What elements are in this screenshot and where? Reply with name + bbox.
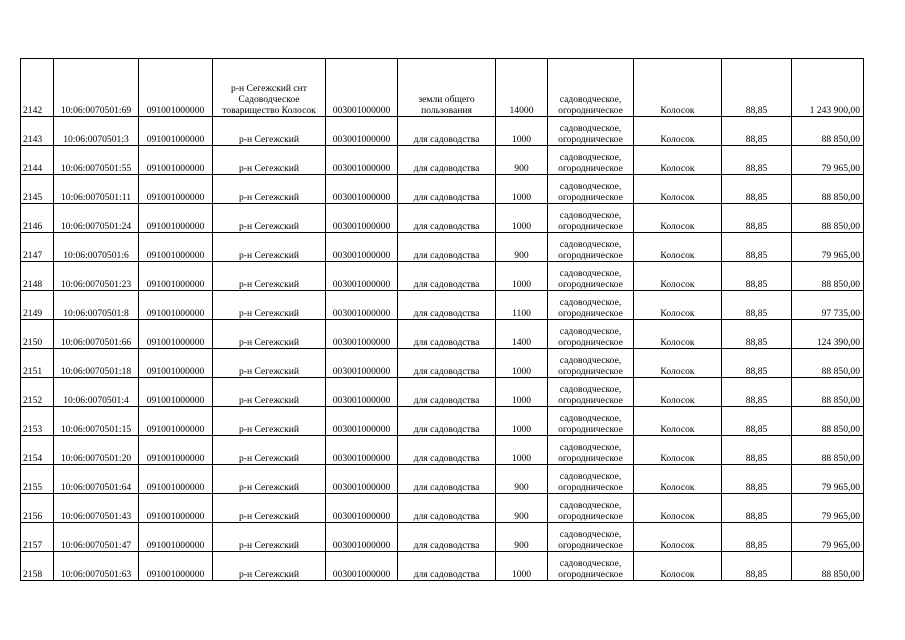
okato-code-cell: 091001000000 (139, 320, 213, 349)
permitted-use-cell: для садоводства (398, 175, 496, 204)
row-number-cell: 2147 (21, 233, 54, 262)
specific-value-cell: 88,85 (722, 349, 792, 378)
cadastral-number-cell: 10:06:0070501:24 (54, 204, 139, 233)
permitted-use-cell: для садоводства (398, 436, 496, 465)
cadastral-number-cell: 10:06:0070501:18 (54, 349, 139, 378)
cadastral-value-cell: 79 965,00 (792, 523, 864, 552)
area-cell: 1000 (496, 552, 548, 581)
permitted-use-cell: для садоводства (398, 407, 496, 436)
partnership-name-cell: Колосок (634, 204, 722, 233)
partnership-name-cell: Колосок (634, 146, 722, 175)
row-number-cell: 2145 (21, 175, 54, 204)
address-cell: р-н Сегежский (213, 465, 326, 494)
table-row (21, 523, 864, 552)
address-cell: р-н Сегежский (213, 523, 326, 552)
table-row (21, 175, 864, 204)
cadastral-value-cell: 88 850,00 (792, 552, 864, 581)
category-code-cell: 003001000000 (326, 465, 398, 494)
address-cell: р-н Сегежский (213, 320, 326, 349)
okato-code-cell: 091001000000 (139, 494, 213, 523)
land-category-cell: садоводческое, огородническое (548, 494, 634, 523)
category-code-cell: 003001000000 (326, 117, 398, 146)
partnership-name-cell: Колосок (634, 494, 722, 523)
address-cell: р-н Сегежский (213, 436, 326, 465)
table-row (21, 204, 864, 233)
cadastral-number-cell: 10:06:0070501:23 (54, 262, 139, 291)
category-code-cell: 003001000000 (326, 146, 398, 175)
land-category-cell: садоводческое, огородническое (548, 407, 634, 436)
area-cell: 900 (496, 523, 548, 552)
address-cell: р-н Сегежский (213, 233, 326, 262)
table-row (21, 407, 864, 436)
category-code-cell: 003001000000 (326, 59, 398, 117)
row-number-cell: 2146 (21, 204, 54, 233)
cadastral-value-cell: 88 850,00 (792, 204, 864, 233)
land-category-cell: садоводческое, огородническое (548, 552, 634, 581)
row-number-cell: 2149 (21, 291, 54, 320)
category-code-cell: 003001000000 (326, 262, 398, 291)
land-category-cell: садоводческое, огородническое (548, 436, 634, 465)
cadastral-value-cell: 88 850,00 (792, 407, 864, 436)
table-row (21, 378, 864, 407)
table-row (21, 552, 864, 581)
land-category-cell: садоводческое, огородническое (548, 59, 634, 117)
land-category-cell: садоводческое, огородническое (548, 291, 634, 320)
row-number-cell: 2155 (21, 465, 54, 494)
permitted-use-cell: для садоводства (398, 378, 496, 407)
okato-code-cell: 091001000000 (139, 291, 213, 320)
category-code-cell: 003001000000 (326, 349, 398, 378)
permitted-use-cell: для садоводства (398, 146, 496, 175)
cadastral-value-cell: 79 965,00 (792, 465, 864, 494)
cadastral-value-cell: 1 243 900,00 (792, 59, 864, 117)
okato-code-cell: 091001000000 (139, 378, 213, 407)
area-cell: 1000 (496, 204, 548, 233)
partnership-name-cell: Колосок (634, 59, 722, 117)
permitted-use-cell: для садоводства (398, 552, 496, 581)
area-cell: 900 (496, 494, 548, 523)
land-category-cell: садоводческое, огородническое (548, 175, 634, 204)
area-cell: 900 (496, 146, 548, 175)
okato-code-cell: 091001000000 (139, 349, 213, 378)
okato-code-cell: 091001000000 (139, 175, 213, 204)
land-category-cell: садоводческое, огородническое (548, 465, 634, 494)
category-code-cell: 003001000000 (326, 494, 398, 523)
specific-value-cell: 88,85 (722, 552, 792, 581)
specific-value-cell: 88,85 (722, 407, 792, 436)
okato-code-cell: 091001000000 (139, 59, 213, 117)
table-row (21, 436, 864, 465)
address-cell: р-н Сегежский (213, 494, 326, 523)
land-category-cell: садоводческое, огородническое (548, 320, 634, 349)
permitted-use-cell: для садоводства (398, 494, 496, 523)
partnership-name-cell: Колосок (634, 523, 722, 552)
permitted-use-cell: для садоводства (398, 349, 496, 378)
address-cell: р-н Сегежский (213, 291, 326, 320)
cadastral-number-cell: 10:06:0070501:69 (54, 59, 139, 117)
cadastral-number-cell: 10:06:0070501:47 (54, 523, 139, 552)
cadastral-number-cell: 10:06:0070501:11 (54, 175, 139, 204)
partnership-name-cell: Колосок (634, 233, 722, 262)
area-cell: 1000 (496, 175, 548, 204)
cadastral-value-cell: 88 850,00 (792, 436, 864, 465)
address-cell: р-н Сегежский (213, 175, 326, 204)
area-cell: 900 (496, 465, 548, 494)
area-cell: 14000 (496, 59, 548, 117)
table-row (21, 349, 864, 378)
partnership-name-cell: Колосок (634, 291, 722, 320)
table-row (21, 262, 864, 291)
area-cell: 1000 (496, 117, 548, 146)
cadastral-value-cell: 79 965,00 (792, 146, 864, 175)
category-code-cell: 003001000000 (326, 175, 398, 204)
row-number-cell: 2157 (21, 523, 54, 552)
table-row (21, 320, 864, 349)
table-row (21, 233, 864, 262)
cadastral-number-cell: 10:06:0070501:64 (54, 465, 139, 494)
land-category-cell: садоводческое, огородническое (548, 146, 634, 175)
cadastral-number-cell: 10:06:0070501:20 (54, 436, 139, 465)
okato-code-cell: 091001000000 (139, 552, 213, 581)
category-code-cell: 003001000000 (326, 233, 398, 262)
specific-value-cell: 88,85 (722, 436, 792, 465)
cadastral-value-cell: 79 965,00 (792, 233, 864, 262)
area-cell: 1000 (496, 349, 548, 378)
cadastral-value-table (20, 58, 864, 581)
cadastral-value-cell: 88 850,00 (792, 349, 864, 378)
area-cell: 1000 (496, 436, 548, 465)
category-code-cell: 003001000000 (326, 552, 398, 581)
okato-code-cell: 091001000000 (139, 436, 213, 465)
area-cell: 900 (496, 233, 548, 262)
partnership-name-cell: Колосок (634, 436, 722, 465)
address-cell: р-н Сегежский (213, 552, 326, 581)
cadastral-value-cell: 124 390,00 (792, 320, 864, 349)
specific-value-cell: 88,85 (722, 262, 792, 291)
address-cell: р-н Сегежский (213, 349, 326, 378)
permitted-use-cell: для садоводства (398, 262, 496, 291)
specific-value-cell: 88,85 (722, 146, 792, 175)
specific-value-cell: 88,85 (722, 59, 792, 117)
specific-value-cell: 88,85 (722, 117, 792, 146)
row-number-cell: 2152 (21, 378, 54, 407)
table-row (21, 291, 864, 320)
address-cell: р-н Сегежский (213, 262, 326, 291)
specific-value-cell: 88,85 (722, 465, 792, 494)
specific-value-cell: 88,85 (722, 233, 792, 262)
specific-value-cell: 88,85 (722, 523, 792, 552)
table-row (21, 117, 864, 146)
land-category-cell: садоводческое, огородническое (548, 349, 634, 378)
category-code-cell: 003001000000 (326, 407, 398, 436)
specific-value-cell: 88,85 (722, 378, 792, 407)
permitted-use-cell: для садоводства (398, 117, 496, 146)
table-row (21, 465, 864, 494)
land-category-cell: садоводческое, огородническое (548, 204, 634, 233)
area-cell: 1000 (496, 262, 548, 291)
land-category-cell: садоводческое, огородническое (548, 262, 634, 291)
area-cell: 1000 (496, 378, 548, 407)
cadastral-number-cell: 10:06:0070501:4 (54, 378, 139, 407)
partnership-name-cell: Колосок (634, 320, 722, 349)
area-cell: 1400 (496, 320, 548, 349)
permitted-use-cell: для садоводства (398, 320, 496, 349)
partnership-name-cell: Колосок (634, 175, 722, 204)
row-number-cell: 2156 (21, 494, 54, 523)
cadastral-value-cell: 88 850,00 (792, 378, 864, 407)
cadastral-value-cell: 88 850,00 (792, 117, 864, 146)
permitted-use-cell: для садоводства (398, 465, 496, 494)
row-number-cell: 2151 (21, 349, 54, 378)
category-code-cell: 003001000000 (326, 378, 398, 407)
category-code-cell: 003001000000 (326, 291, 398, 320)
row-number-cell: 2148 (21, 262, 54, 291)
row-number-cell: 2150 (21, 320, 54, 349)
cadastral-value-cell: 88 850,00 (792, 262, 864, 291)
specific-value-cell: 88,85 (722, 320, 792, 349)
okato-code-cell: 091001000000 (139, 146, 213, 175)
partnership-name-cell: Колосок (634, 378, 722, 407)
category-code-cell: 003001000000 (326, 436, 398, 465)
specific-value-cell: 88,85 (722, 175, 792, 204)
cadastral-number-cell: 10:06:0070501:63 (54, 552, 139, 581)
row-number-cell: 2158 (21, 552, 54, 581)
row-number-cell: 2143 (21, 117, 54, 146)
partnership-name-cell: Колосок (634, 349, 722, 378)
okato-code-cell: 091001000000 (139, 407, 213, 436)
partnership-name-cell: Колосок (634, 117, 722, 146)
land-category-cell: садоводческое, огородническое (548, 378, 634, 407)
okato-code-cell: 091001000000 (139, 523, 213, 552)
address-cell: р-н Сегежский (213, 146, 326, 175)
cadastral-number-cell: 10:06:0070501:55 (54, 146, 139, 175)
row-number-cell: 2154 (21, 436, 54, 465)
cadastral-value-cell: 79 965,00 (792, 494, 864, 523)
area-cell: 1100 (496, 291, 548, 320)
land-category-cell: садоводческое, огородническое (548, 233, 634, 262)
cadastral-number-cell: 10:06:0070501:66 (54, 320, 139, 349)
table-row (21, 494, 864, 523)
category-code-cell: 003001000000 (326, 523, 398, 552)
okato-code-cell: 091001000000 (139, 117, 213, 146)
partnership-name-cell: Колосок (634, 407, 722, 436)
category-code-cell: 003001000000 (326, 204, 398, 233)
specific-value-cell: 88,85 (722, 291, 792, 320)
table-row (21, 59, 864, 117)
specific-value-cell: 88,85 (722, 494, 792, 523)
cadastral-value-cell: 88 850,00 (792, 175, 864, 204)
okato-code-cell: 091001000000 (139, 262, 213, 291)
cadastral-number-cell: 10:06:0070501:15 (54, 407, 139, 436)
okato-code-cell: 091001000000 (139, 465, 213, 494)
permitted-use-cell: для садоводства (398, 204, 496, 233)
category-code-cell: 003001000000 (326, 320, 398, 349)
cadastral-value-cell: 97 735,00 (792, 291, 864, 320)
cadastral-number-cell: 10:06:0070501:43 (54, 494, 139, 523)
partnership-name-cell: Колосок (634, 262, 722, 291)
cadastral-number-cell: 10:06:0070501:8 (54, 291, 139, 320)
address-cell: р-н Сегежский снт Садоводческое товарищество Колосок (213, 59, 326, 117)
land-category-cell: садоводческое, огородническое (548, 523, 634, 552)
area-cell: 1000 (496, 407, 548, 436)
partnership-name-cell: Колосок (634, 552, 722, 581)
permitted-use-cell: земли общего пользования (398, 59, 496, 117)
okato-code-cell: 091001000000 (139, 233, 213, 262)
address-cell: р-н Сегежский (213, 407, 326, 436)
cadastral-number-cell: 10:06:0070501:6 (54, 233, 139, 262)
row-number-cell: 2153 (21, 407, 54, 436)
permitted-use-cell: для садоводства (398, 523, 496, 552)
specific-value-cell: 88,85 (722, 204, 792, 233)
row-number-cell: 2142 (21, 59, 54, 117)
okato-code-cell: 091001000000 (139, 204, 213, 233)
row-number-cell: 2144 (21, 146, 54, 175)
address-cell: р-н Сегежский (213, 117, 326, 146)
partnership-name-cell: Колосок (634, 465, 722, 494)
cadastral-number-cell: 10:06:0070501:3 (54, 117, 139, 146)
address-cell: р-н Сегежский (213, 204, 326, 233)
permitted-use-cell: для садоводства (398, 233, 496, 262)
address-cell: р-н Сегежский (213, 378, 326, 407)
permitted-use-cell: для садоводства (398, 291, 496, 320)
land-category-cell: садоводческое, огородническое (548, 117, 634, 146)
table-row (21, 146, 864, 175)
